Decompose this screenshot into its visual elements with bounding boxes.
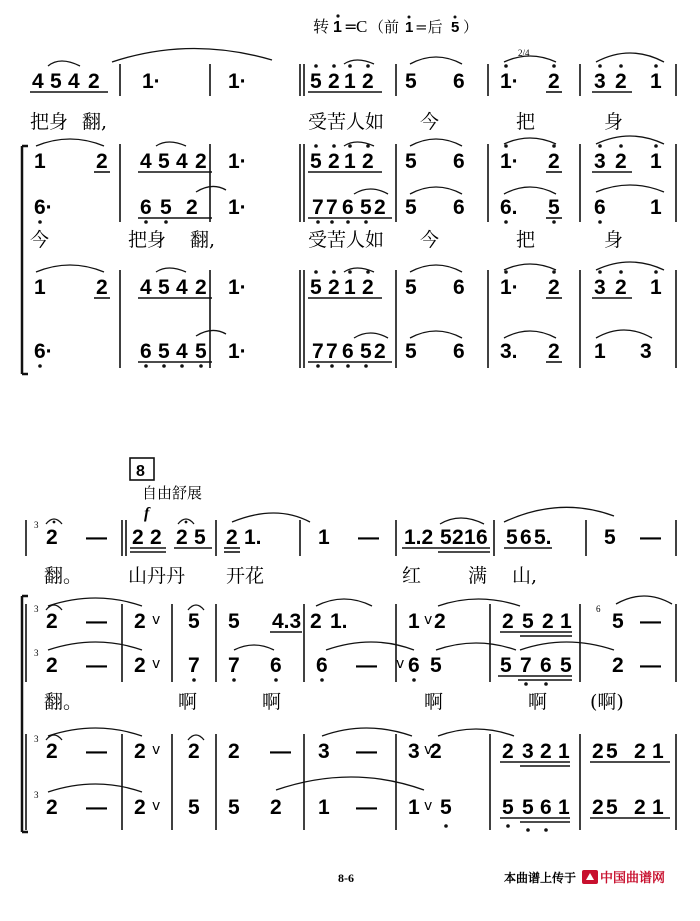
svg-text:1·: 1· bbox=[228, 70, 247, 93]
svg-text:—: — bbox=[356, 740, 377, 763]
svg-text:1: 1 bbox=[34, 276, 46, 299]
lyric: 把 bbox=[516, 229, 536, 251]
svg-text:5: 5 bbox=[188, 610, 200, 633]
key-change-close: ） bbox=[463, 18, 479, 36]
svg-text:5: 5 bbox=[188, 796, 200, 819]
svg-text:5: 5 bbox=[360, 196, 372, 219]
svg-text:2: 2 bbox=[270, 796, 282, 819]
grace-mark-c: 6 bbox=[596, 604, 601, 614]
svg-text:5: 5 bbox=[604, 526, 616, 549]
svg-text:—: — bbox=[86, 610, 107, 633]
svg-text:5: 5 bbox=[405, 340, 417, 363]
svg-text:6: 6 bbox=[453, 196, 465, 219]
svg-text:1: 1 bbox=[408, 610, 420, 633]
svg-text:6·: 6· bbox=[34, 340, 53, 363]
svg-text:1·: 1· bbox=[500, 70, 519, 93]
breath-mark: v bbox=[152, 656, 161, 672]
lyric: 山丹丹 bbox=[128, 565, 186, 587]
svg-text:3: 3 bbox=[408, 740, 420, 763]
svg-text:1: 1 bbox=[594, 340, 606, 363]
svg-text:6·: 6· bbox=[34, 196, 53, 219]
svg-text:7: 7 bbox=[326, 196, 338, 219]
svg-text:6: 6 bbox=[540, 796, 552, 819]
svg-text:4: 4 bbox=[176, 276, 188, 299]
expression-text: 自由舒展 bbox=[142, 484, 203, 502]
svg-text:5: 5 bbox=[195, 340, 207, 363]
svg-text:2: 2 bbox=[46, 796, 58, 819]
lyric: 翻。 bbox=[44, 565, 83, 587]
svg-text:4: 4 bbox=[140, 150, 152, 173]
lyric: 啊 bbox=[424, 691, 444, 713]
choir-underlines bbox=[500, 818, 670, 822]
slurs bbox=[196, 185, 664, 194]
svg-text:6: 6 bbox=[342, 340, 354, 363]
svg-text:4: 4 bbox=[140, 276, 152, 299]
system-1 bbox=[22, 48, 676, 374]
lyric: 今 bbox=[420, 229, 440, 251]
svg-text:2: 2 bbox=[362, 276, 374, 299]
svg-text:2: 2 bbox=[46, 526, 58, 549]
svg-text:2: 2 bbox=[96, 276, 108, 299]
svg-text:5: 5 bbox=[606, 796, 618, 819]
slurs-row1 bbox=[48, 48, 664, 66]
svg-text:2: 2 bbox=[434, 610, 446, 633]
lyric: 翻, bbox=[82, 111, 108, 133]
svg-text:5: 5 bbox=[158, 276, 170, 299]
svg-text:1: 1 bbox=[344, 70, 356, 93]
svg-text:5.: 5. bbox=[534, 526, 552, 549]
key-change-eq: = bbox=[344, 17, 358, 36]
svg-text:2: 2 bbox=[96, 150, 108, 173]
svg-text:—: — bbox=[356, 796, 377, 819]
svg-text:1: 1 bbox=[558, 740, 570, 763]
lyric: 山, bbox=[512, 565, 538, 587]
svg-text:2: 2 bbox=[615, 70, 627, 93]
key-change-paren: （前 bbox=[369, 18, 400, 36]
octave-dots bbox=[38, 220, 602, 224]
svg-text:5: 5 bbox=[158, 340, 170, 363]
lyric: 啊 bbox=[528, 691, 548, 713]
lyric: 受苦人如 bbox=[308, 229, 385, 251]
svg-text:6: 6 bbox=[140, 340, 152, 363]
svg-text:2: 2 bbox=[195, 150, 207, 173]
svg-text:1.2: 1.2 bbox=[404, 526, 434, 549]
svg-text:5: 5 bbox=[228, 796, 240, 819]
grace-mark-b: 3 bbox=[34, 520, 39, 530]
grace-mark-b: 3 bbox=[34, 790, 39, 800]
svg-text:6: 6 bbox=[520, 526, 532, 549]
solo-underlines bbox=[130, 548, 552, 552]
grace-mark-b: 3 bbox=[34, 734, 39, 744]
svg-text:1: 1 bbox=[464, 526, 476, 549]
svg-text:1·: 1· bbox=[228, 150, 247, 173]
svg-text:5: 5 bbox=[360, 340, 372, 363]
svg-text:6: 6 bbox=[540, 654, 552, 677]
svg-text:6: 6 bbox=[476, 526, 488, 549]
grace-mark-a: 2/4 bbox=[518, 48, 530, 58]
fermata-dots bbox=[53, 521, 188, 524]
lyrics-mid-row-2 bbox=[44, 691, 624, 713]
footer bbox=[338, 870, 665, 886]
choir-row-d2 bbox=[46, 796, 664, 819]
lyrics-mid-row bbox=[30, 229, 623, 251]
svg-text:7: 7 bbox=[520, 654, 532, 677]
lyric: 啊 bbox=[262, 691, 282, 713]
octave-dots bbox=[444, 824, 548, 832]
octave-dots bbox=[314, 144, 658, 148]
svg-text:3: 3 bbox=[522, 740, 534, 763]
svg-text:7: 7 bbox=[228, 654, 240, 677]
svg-text:1·: 1· bbox=[228, 340, 247, 363]
svg-text:—: — bbox=[640, 610, 661, 633]
choir-underlines bbox=[500, 762, 670, 766]
breath-mark: v bbox=[152, 798, 161, 814]
svg-text:2: 2 bbox=[612, 654, 624, 677]
svg-text:2: 2 bbox=[195, 276, 207, 299]
lyric: 身 bbox=[604, 111, 624, 133]
svg-text:5: 5 bbox=[405, 70, 417, 93]
svg-text:1.: 1. bbox=[330, 610, 348, 633]
choir-underlines bbox=[498, 676, 572, 680]
svg-text:2: 2 bbox=[186, 196, 198, 219]
svg-text:3: 3 bbox=[594, 150, 606, 173]
dynamic-mark: f bbox=[144, 505, 150, 522]
lyric: 把 bbox=[516, 111, 536, 133]
svg-text:4: 4 bbox=[68, 70, 80, 93]
slurs bbox=[46, 596, 672, 610]
lyrics-top-row-2 bbox=[44, 565, 537, 587]
slurs bbox=[232, 507, 614, 524]
svg-text:3: 3 bbox=[640, 340, 652, 363]
svg-text:6: 6 bbox=[453, 70, 465, 93]
svg-text:2: 2 bbox=[46, 654, 58, 677]
svg-text:2: 2 bbox=[502, 740, 514, 763]
svg-text:2: 2 bbox=[328, 70, 340, 93]
svg-text:5: 5 bbox=[612, 610, 624, 633]
svg-text:5: 5 bbox=[194, 526, 206, 549]
rehearsal-mark: 8 bbox=[136, 463, 145, 480]
svg-text:—: — bbox=[640, 526, 661, 549]
svg-text:1: 1 bbox=[650, 276, 662, 299]
svg-text:2: 2 bbox=[430, 740, 442, 763]
svg-text:2: 2 bbox=[452, 526, 464, 549]
svg-text:—: — bbox=[358, 526, 379, 549]
svg-text:1·: 1· bbox=[142, 70, 161, 93]
key-change-note3: 5 bbox=[451, 19, 460, 36]
svg-text:3: 3 bbox=[594, 276, 606, 299]
lyric: 受苦人如 bbox=[308, 111, 385, 133]
octave-dots bbox=[192, 678, 548, 686]
svg-text:7: 7 bbox=[326, 340, 338, 363]
svg-text:5: 5 bbox=[310, 70, 322, 93]
lyric: 今 bbox=[420, 111, 440, 133]
svg-text:1: 1 bbox=[558, 796, 570, 819]
barlines bbox=[26, 734, 676, 830]
svg-text:3: 3 bbox=[318, 740, 330, 763]
choir-row-c2 bbox=[46, 740, 664, 763]
svg-text:2: 2 bbox=[540, 740, 552, 763]
lyric: (啊) bbox=[590, 691, 624, 713]
lyric: 身 bbox=[604, 229, 624, 251]
slurs bbox=[46, 728, 514, 740]
choir-row-d bbox=[34, 340, 652, 363]
svg-text:2: 2 bbox=[134, 610, 146, 633]
svg-text:1.: 1. bbox=[244, 526, 262, 549]
svg-text:3: 3 bbox=[594, 70, 606, 93]
upload-note: 本曲谱上传于 bbox=[504, 871, 577, 885]
svg-text:2: 2 bbox=[548, 340, 560, 363]
svg-text:6: 6 bbox=[408, 654, 420, 677]
svg-text:2: 2 bbox=[374, 340, 386, 363]
svg-text:2: 2 bbox=[134, 654, 146, 677]
svg-text:2: 2 bbox=[150, 526, 162, 549]
lyric: 把身 bbox=[30, 111, 69, 133]
svg-text:5: 5 bbox=[160, 196, 172, 219]
svg-text:1·: 1· bbox=[228, 276, 247, 299]
svg-text:2: 2 bbox=[542, 610, 554, 633]
svg-text:2: 2 bbox=[502, 610, 514, 633]
svg-text:7: 7 bbox=[188, 654, 200, 677]
key-change-note: 1 bbox=[333, 19, 342, 36]
octave-dots bbox=[314, 270, 658, 274]
svg-text:—: — bbox=[356, 654, 377, 677]
lyric: 红 bbox=[402, 565, 422, 587]
svg-text:3.: 3. bbox=[500, 340, 518, 363]
svg-text:5: 5 bbox=[430, 654, 442, 677]
svg-text:5: 5 bbox=[405, 150, 417, 173]
slurs bbox=[48, 777, 424, 792]
svg-text:5: 5 bbox=[310, 276, 322, 299]
svg-text:1·: 1· bbox=[500, 276, 519, 299]
lyric: 今 bbox=[30, 229, 50, 251]
svg-text:6: 6 bbox=[270, 654, 282, 677]
lyric: 翻, bbox=[190, 229, 216, 251]
svg-text:7: 7 bbox=[312, 340, 324, 363]
svg-text:6: 6 bbox=[453, 276, 465, 299]
svg-text:2: 2 bbox=[328, 150, 340, 173]
svg-text:2: 2 bbox=[310, 610, 322, 633]
svg-text:1: 1 bbox=[652, 740, 664, 763]
choir-bracket-2 bbox=[22, 596, 28, 832]
svg-text:6: 6 bbox=[594, 196, 606, 219]
svg-text:2: 2 bbox=[46, 610, 58, 633]
svg-text:1: 1 bbox=[650, 70, 662, 93]
choir-row-a bbox=[34, 150, 662, 173]
svg-text:5: 5 bbox=[560, 654, 572, 677]
slurs bbox=[196, 330, 652, 338]
svg-text:1: 1 bbox=[318, 526, 330, 549]
solo-staff-row-2 bbox=[46, 526, 661, 549]
octave-dots bbox=[314, 64, 658, 68]
breath-mark: v bbox=[424, 742, 433, 758]
svg-text:2: 2 bbox=[615, 150, 627, 173]
site-logo-icon bbox=[582, 870, 598, 884]
svg-text:6: 6 bbox=[140, 196, 152, 219]
svg-text:—: — bbox=[86, 796, 107, 819]
svg-text:2: 2 bbox=[615, 276, 627, 299]
lyric: 开花 bbox=[226, 565, 265, 587]
lyric: 把身 bbox=[128, 229, 167, 251]
svg-text:2: 2 bbox=[132, 526, 144, 549]
svg-text:2: 2 bbox=[362, 150, 374, 173]
svg-text:4: 4 bbox=[176, 150, 188, 173]
svg-text:2: 2 bbox=[226, 526, 238, 549]
svg-text:1: 1 bbox=[650, 196, 662, 219]
svg-text:2: 2 bbox=[634, 796, 646, 819]
svg-text:2: 2 bbox=[548, 150, 560, 173]
key-change-eq2: =后 bbox=[415, 18, 443, 36]
svg-text:2: 2 bbox=[592, 740, 604, 763]
grace-mark-b: 3 bbox=[34, 648, 39, 658]
svg-text:2: 2 bbox=[634, 740, 646, 763]
svg-text:5: 5 bbox=[606, 740, 618, 763]
svg-text:—: — bbox=[270, 740, 291, 763]
svg-text:4: 4 bbox=[176, 340, 188, 363]
svg-text:1: 1 bbox=[408, 796, 420, 819]
svg-text:2: 2 bbox=[188, 740, 200, 763]
svg-text:1: 1 bbox=[34, 150, 46, 173]
svg-text:2: 2 bbox=[134, 796, 146, 819]
breath-mark: v bbox=[396, 656, 405, 672]
svg-text:1: 1 bbox=[652, 796, 664, 819]
svg-text:6: 6 bbox=[342, 196, 354, 219]
svg-text:2: 2 bbox=[176, 526, 188, 549]
svg-text:—: — bbox=[86, 654, 107, 677]
svg-text:2: 2 bbox=[548, 276, 560, 299]
choir-row-b2 bbox=[46, 654, 661, 677]
svg-text:2: 2 bbox=[46, 740, 58, 763]
svg-text:2: 2 bbox=[374, 196, 386, 219]
key-change-header bbox=[313, 14, 478, 36]
svg-text:1·: 1· bbox=[500, 150, 519, 173]
svg-text:2: 2 bbox=[228, 740, 240, 763]
svg-text:4: 4 bbox=[32, 70, 44, 93]
slurs bbox=[48, 642, 614, 650]
svg-text:5: 5 bbox=[440, 796, 452, 819]
svg-text:—: — bbox=[86, 740, 107, 763]
svg-text:6: 6 bbox=[316, 654, 328, 677]
svg-text:—: — bbox=[86, 526, 107, 549]
breath-mark: v bbox=[424, 612, 433, 628]
octave-dots bbox=[38, 364, 368, 368]
svg-text:2: 2 bbox=[362, 70, 374, 93]
breath-mark: v bbox=[424, 798, 433, 814]
svg-text:1: 1 bbox=[344, 276, 356, 299]
lyric: 翻。 bbox=[44, 691, 83, 713]
barlines bbox=[26, 520, 676, 556]
svg-text:5: 5 bbox=[440, 526, 452, 549]
svg-text:—: — bbox=[640, 654, 661, 677]
grace-mark-b: 3 bbox=[34, 604, 39, 614]
fermatas bbox=[46, 519, 194, 524]
page-number: 8-6 bbox=[338, 871, 354, 885]
svg-text:2: 2 bbox=[328, 276, 340, 299]
lyric: 啊 bbox=[178, 691, 198, 713]
svg-text:2: 2 bbox=[134, 740, 146, 763]
svg-text:5: 5 bbox=[548, 196, 560, 219]
svg-text:5: 5 bbox=[310, 150, 322, 173]
svg-text:6: 6 bbox=[453, 150, 465, 173]
svg-text:7: 7 bbox=[312, 196, 324, 219]
svg-text:5: 5 bbox=[158, 150, 170, 173]
lyrics-top-row bbox=[30, 111, 623, 133]
choir-row-a2 bbox=[46, 610, 661, 633]
key-change-note2: 1 bbox=[405, 19, 414, 36]
svg-text:5: 5 bbox=[405, 276, 417, 299]
svg-text:5: 5 bbox=[522, 610, 534, 633]
svg-text:5: 5 bbox=[506, 526, 518, 549]
svg-text:2: 2 bbox=[548, 70, 560, 93]
svg-text:5: 5 bbox=[50, 70, 62, 93]
svg-text:5: 5 bbox=[405, 196, 417, 219]
svg-text:1: 1 bbox=[650, 150, 662, 173]
breath-mark: v bbox=[152, 742, 161, 758]
site-name[interactable]: 中国曲谱网 bbox=[600, 871, 666, 886]
solo-staff-row bbox=[32, 70, 662, 93]
svg-text:5: 5 bbox=[522, 796, 534, 819]
svg-text:5: 5 bbox=[500, 654, 512, 677]
svg-text:2: 2 bbox=[88, 70, 100, 93]
svg-text:6: 6 bbox=[453, 340, 465, 363]
choir-row-b bbox=[34, 196, 662, 219]
svg-text:2: 2 bbox=[592, 796, 604, 819]
key-change-key: C bbox=[356, 17, 368, 36]
key-change-prefix: 转 bbox=[313, 17, 330, 36]
svg-text:5: 5 bbox=[228, 610, 240, 633]
svg-text:1: 1 bbox=[344, 150, 356, 173]
svg-text:1·: 1· bbox=[228, 196, 247, 219]
choir-row-c bbox=[34, 276, 662, 299]
svg-text:4.3: 4.3 bbox=[272, 610, 302, 633]
svg-text:5: 5 bbox=[502, 796, 514, 819]
breath-mark: v bbox=[152, 612, 161, 628]
svg-text:6.: 6. bbox=[500, 196, 518, 219]
lyric: 满 bbox=[468, 565, 488, 587]
choir-bracket bbox=[22, 146, 28, 374]
system-2 bbox=[22, 458, 676, 832]
svg-text:1: 1 bbox=[318, 796, 330, 819]
svg-text:1: 1 bbox=[560, 610, 572, 633]
